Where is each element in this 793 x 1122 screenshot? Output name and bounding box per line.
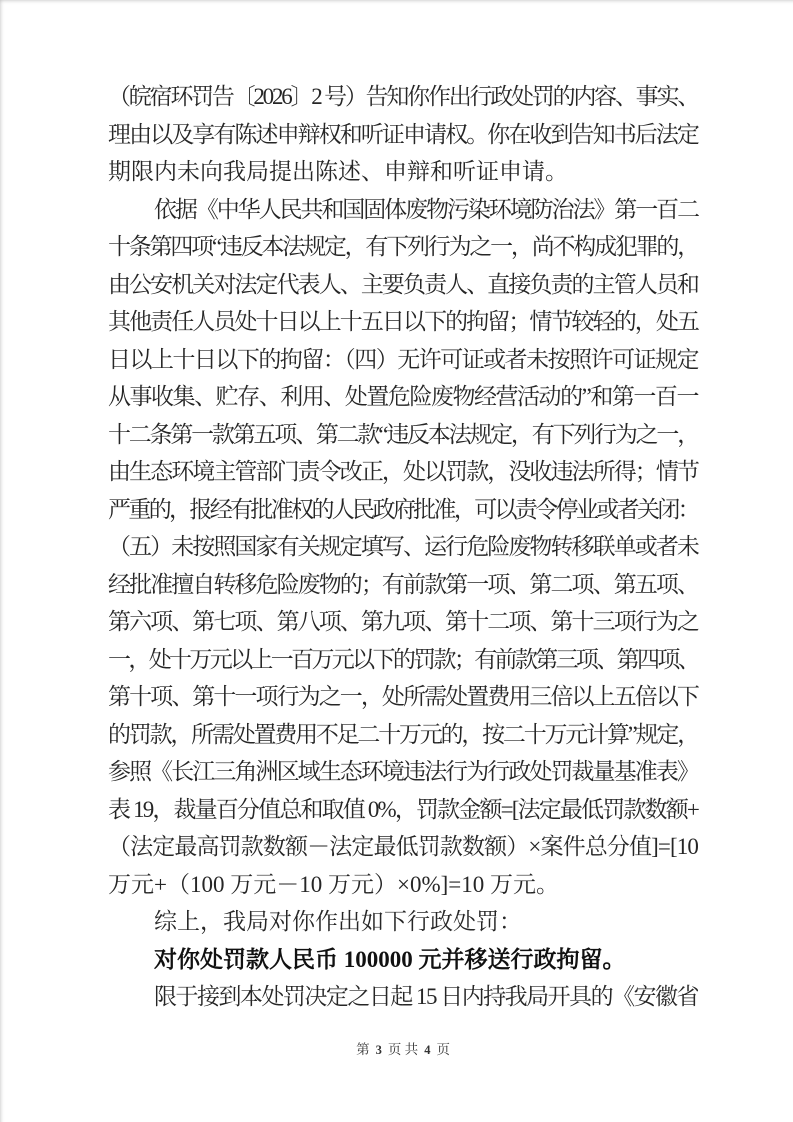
document-line-text: 第十项、第十一项行为之一，处所需处置费用三倍以上五倍以下 (108, 684, 698, 709)
document-line-text: （法定最高罚款数额－法定最低罚款数额）×案件总分值]=[10 (108, 834, 698, 859)
document-line-text: 由生态环境主管部门责令改正，处以罚款，没收违法所得；情节 (108, 459, 698, 484)
document-line-text: 十条第四项“违反本法规定，有下列行为之一，尚不构成犯罪的， (108, 234, 699, 259)
document-line (108, 978, 698, 1016)
document-line (108, 378, 698, 416)
document-line (108, 866, 698, 904)
document-body (108, 78, 698, 1016)
document-line-text: 限于接到本处罚决定之日起 15 日内持我局开具的《安徽省 (154, 984, 698, 1009)
document-line (108, 303, 698, 341)
document-line-text: 从事收集、贮存、利用、处置危险废物经营活动的”和第一百一 (108, 384, 698, 409)
document-line (108, 791, 698, 829)
document-line (108, 228, 698, 266)
document-line-text: 综上，我局对你作出如下行政处罚： (154, 909, 522, 934)
document-line-text: 十二条第一款第五项、第二款“违反本法规定，有下列行为之一， (108, 421, 699, 447)
document-line-text: 依据《中华人民共和国固体废物污染环境防治法》第一百二 (154, 196, 698, 222)
document-line-text: 其他责任人员处十日以上十五日以下的拘留；情节较轻的，处五 (108, 309, 698, 334)
document-line-text: 表 19，裁量百分值总和取值 0%，罚款金额=[法定最低罚款数额+ (108, 796, 699, 822)
footer-pages-label: 页 (436, 1042, 450, 1057)
document-line (108, 78, 698, 116)
document-line-text: 理由以及享有陈述申辩权和听证申请权。你在收到告知书后法定 (108, 121, 698, 147)
document-line (108, 603, 698, 641)
document-line (108, 491, 698, 529)
document-line (108, 753, 698, 791)
document-line-text: （皖宿环罚告〔2026〕2 号）告知你作出行政处罚的内容、事实、 (108, 84, 698, 109)
document-line (108, 903, 698, 941)
page-footer (108, 1040, 698, 1060)
document-line (108, 116, 698, 154)
document-line-text: 一，处十万元以上一百万元以下的罚款；有前款第三项、第四项、 (108, 646, 699, 672)
document-line-text: （五）未按照国家有关规定填写、运行危险废物转移联单或者未 (108, 534, 698, 559)
document-line-text: 由公安机关对法定代表人、主要负责人、直接负责的主管人员和 (108, 271, 698, 297)
document-line-text: 严重的，报经有批准权的人民政府批准，可以责令停业或者关闭： (108, 496, 699, 522)
document-line-text: 的罚款，所需处置费用不足二十万元的，按二十万元计算”规定， (108, 721, 699, 747)
document-line (108, 678, 698, 716)
document-line (108, 341, 698, 379)
document-line (108, 153, 698, 191)
document-line (108, 828, 698, 866)
document-line (108, 716, 698, 754)
document-line (108, 266, 698, 304)
document-line (108, 641, 698, 679)
document-line-text: 经批准擅自转移危险废物的；有前款第一项、第二项、第五项、 (108, 571, 698, 597)
footer-total-label: 页 共 (387, 1042, 419, 1057)
footer-page-label: 第 (356, 1042, 370, 1057)
document-line (108, 191, 698, 229)
document-line (108, 528, 698, 566)
penalty-decision-text: 对你处罚款人民币 100000 元并移送行政拘留。 (154, 946, 626, 972)
footer-total-number: 4 (424, 1043, 431, 1057)
document-line (108, 416, 698, 454)
document-line (108, 453, 698, 491)
document-line-text: 期限内未向我局提出陈述、申辩和听证申请。 (108, 159, 568, 184)
penalty-decision-line (108, 941, 698, 979)
document-line (108, 566, 698, 604)
document-line-text: 万元+（100 万元－10 万元）×0%]=10 万元。 (108, 871, 559, 897)
document-line-text: 第六项、第七项、第八项、第九项、第十二项、第十三项行为之 (108, 609, 698, 634)
footer-page-number: 3 (375, 1043, 382, 1057)
document-line-text: 参照《长江三角洲区域生态环境违法行为行政处罚裁量基准表》 (108, 759, 698, 784)
document-line-text: 日以上十日以下的拘留：（四）无许可证或者未按照许可证规定 (108, 346, 698, 372)
